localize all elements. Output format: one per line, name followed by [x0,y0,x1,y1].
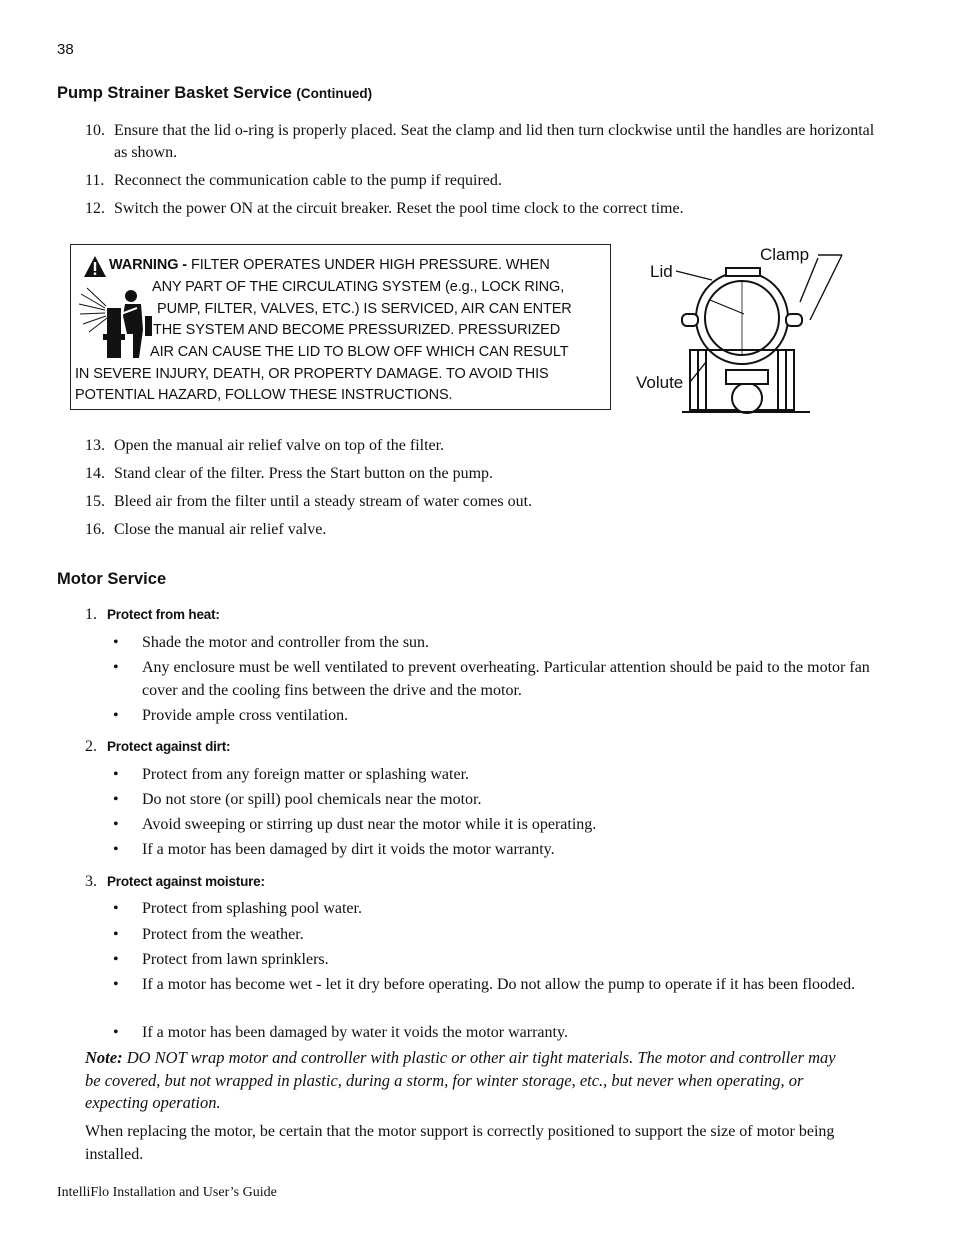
section-title [57,84,372,103]
warning-line-4: THE SYSTEM AND BECOME PRESSURIZED. PRESSURIZED [153,322,561,338]
step-16 [85,519,875,541]
bullet-text: Avoid sweeping or stirring up dust near the motor while it is operating. [142,816,597,833]
bullet-item [113,923,873,946]
bullet-text: If a motor has been damaged by dirt it voids the motor warranty. [142,841,555,858]
item-label: Protect against dirt: [107,739,231,754]
step-number: 15. [85,493,105,510]
bullet-marker: • [113,707,119,724]
note-label: Note: [85,1048,123,1067]
bullet-marker: • [113,766,119,783]
closing-paragraph: When replacing the motor, be certain that the motor support is correctly positioned to support the size of motor being installed. [85,1123,835,1163]
item-number: 2. [85,738,97,755]
step-number: 11. [85,172,105,189]
step-11 [85,170,875,192]
motor-item-moisture [85,873,265,891]
item-label: Protect from heat: [107,607,220,622]
step-number: 14. [85,465,105,482]
bullet-item [113,813,873,836]
step-text: Bleed air from the filter until a steady stream of water comes out. [114,493,533,510]
bullet-text: Protect from lawn sprinklers. [142,951,329,968]
item-label: Protect against moisture: [107,874,265,889]
item-number: 3. [85,873,97,890]
bullet-item [113,973,873,996]
section-title-text: Pump Strainer Basket Service [57,84,292,102]
warning-line-3: PUMP, FILTER, VALVES, ETC.) IS SERVICED, AIR CAN ENTER [157,301,572,317]
step-text: Stand clear of the filter. Press the Start button on the pump. [114,465,494,482]
step-15 [85,491,875,513]
bullet-item [113,1021,873,1044]
bullet-marker: • [113,659,119,676]
step-text: Ensure that the lid o-ring is properly placed. Seat the clamp and lid then turn clockwise until the handles are horizontal as shown. [114,122,875,161]
item-number: 1. [85,606,97,623]
bullet-marker: • [113,841,119,858]
warning-line-2: ANY PART OF THE CIRCULATING SYSTEM (e.g., LOCK RING, [152,279,565,295]
bullet-item [113,704,873,727]
bullet-marker: • [113,791,119,808]
bullet-marker: • [113,900,119,917]
bullet-text: Protect from the weather. [142,926,304,943]
step-number: 16. [85,521,105,538]
bullet-marker: • [113,976,119,993]
motor-item-heat [85,606,220,624]
bullet-text: If a motor has become wet - let it dry before operating. Do not allow the pump to operate if it has been flooded. [142,976,856,993]
bullet-text: Any enclosure must be well ventilated to prevent overheating. Particular attention should be paid to the motor fan cover and the cooling fins between the drive and the motor. [142,659,870,699]
warning-line-7: POTENTIAL HAZARD, FOLLOW THESE INSTRUCTIONS. [75,387,453,403]
step-text: Open the manual air relief valve on top of the filter. [114,437,445,454]
bullet-marker: • [113,816,119,833]
step-10 [85,120,875,164]
bullet-text: Provide ample cross ventilation. [142,707,349,724]
section-title-suffix: (Continued) [296,86,373,101]
step-number: 10. [85,122,105,139]
bullet-marker: • [113,926,119,943]
pump-drawing [632,240,852,420]
bullet-text: Shade the motor and controller from the sun. [142,634,430,651]
bullet-item [113,948,873,971]
warning-line-text: FILTER OPERATES UNDER HIGH PRESSURE. WHEN [190,257,550,273]
bullet-item [113,656,873,702]
warning-triangle-icon [83,255,107,278]
bullet-item [113,838,873,861]
step-13 [85,435,875,457]
bullet-item [113,631,873,654]
step-number: 13. [85,437,105,454]
motor-item-dirt [85,738,230,756]
step-text: Reconnect the communication cable to the pump if required. [114,172,502,189]
step-number: 12. [85,200,105,217]
warning-line-6: IN SEVERE INJURY, DEATH, OR PROPERTY DAMAGE. TO AVOID THIS [75,366,549,382]
volute-label: Volute [636,373,684,392]
page-number: 38 [57,41,74,58]
bullet-text: Do not store (or spill) pool chemicals near the motor. [142,791,482,808]
pump-lid-clamp-diagram [632,240,852,420]
bullet-marker: • [113,1024,119,1041]
footer-guide-title: IntelliFlo Installation and User’s Guide [57,1185,277,1200]
bullet-marker: • [113,634,119,651]
bullet-item [113,788,873,811]
step-text: Close the manual air relief valve. [114,521,327,538]
step-text: Switch the power ON at the circuit breaker. Reset the pool time clock to the correct time. [114,200,684,217]
step-14 [85,463,875,485]
warning-box [70,244,611,410]
bullet-text: Protect from any foreign matter or splashing water. [142,766,470,783]
bullet-text: Protect from splashing pool water. [142,900,362,917]
bullet-text: If a motor has been damaged by water it voids the motor warranty. [142,1024,568,1041]
warning-line-5: AIR CAN CAUSE THE LID TO BLOW OFF WHICH CAN RESULT [150,344,569,360]
lid-blow-off-hazard-icon [77,286,157,360]
lid-label: Lid [650,262,673,281]
note-text: DO NOT wrap motor and controller with plastic or other air tight materials. The motor and controller may be covered, but not wrapped in plastic, during a storm, for winter storage, etc., but never when operating, or expecting operation. [85,1048,836,1112]
clamp-label: Clamp [760,245,810,264]
motor-service-title: Motor Service [57,570,167,588]
note-paragraph [85,1047,845,1115]
bullet-marker: • [113,951,119,968]
step-12 [85,198,875,220]
bullet-item [113,897,873,920]
warning-line-1 [109,255,550,277]
warning-label: WARNING - [109,257,188,273]
bullet-item [113,763,873,786]
